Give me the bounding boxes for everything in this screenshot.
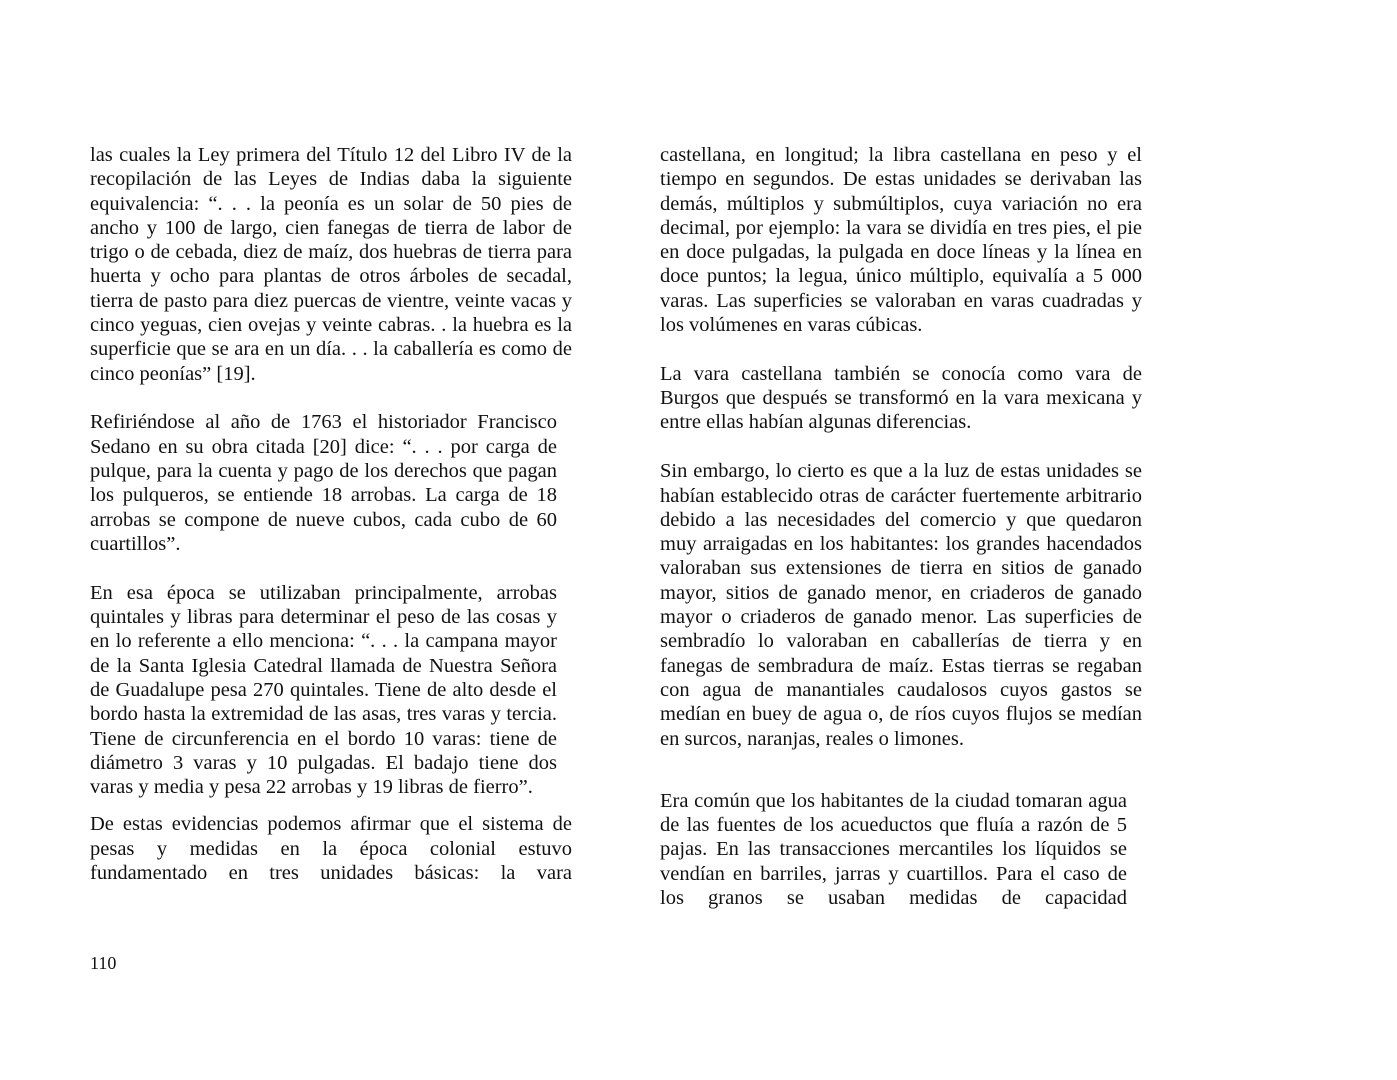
paragraph-campana-catedral: En esa época se utilizaban principalmente, arrobas quintales y libras para determinar el peso de las cosas y en lo referente a ello menciona: “. . . la campana mayor de la Santa Iglesia Catedral llamada de Nuestra Señora de Guadalupe pesa 270 quintales. Tiene de alto desde el bordo hasta la extremidad de las asas, tres varas y tercia. Tiene de circunferencia en el bordo 10 varas: tiene de diámetro 3 varas y 10 pulgadas. El badajo tiene dos varas y media y pesa 22 arrobas y 19 libras de fierro”. (90, 581, 557, 799)
page-number: 110 (90, 953, 117, 973)
right-column (660, 143, 1142, 910)
paragraph-vara-burgos: La vara castellana también se conocía como vara de Burgos que después se transformó en la vara mexicana y entre ellas habían algunas diferencias. (660, 362, 1142, 434)
paragraph-peonia-definition: las cuales la Ley primera del Título 12 del Libro IV de la recopilación de las Leyes de Indias daba la siguiente equivalencia: “. . . la peonía es un solar de 50 pies de ancho y 100 de largo, cien fanegas de tierra de labor de trigo o de cebada, diez de maíz, dos huebras de tierra para huerta y ocho para plantas de otros árboles de secadal, tierra de pasto para diez puercas de vientre, veinte vacas y cinco yeguas, cien ovejas y veinte cabras. . la huebra es la superficie que se ara en un día. . . la caballería es como de cinco peonías” [19]. (90, 144, 572, 385)
paragraph-sedano-pulque: Refiriéndose al año de 1763 el historiador Francisco Sedano en su obra citada [20] dice: “. . . por carga de pulque, para la cuenta y pago de los derechos que pagan los pulqueros, se entiende 18 arrobas. La carga de 18 arrobas se compone de nueve cubos, cada cubo de 60 cuartillos”. (90, 411, 557, 555)
paragraph-sistema-pesas: De estas evidencias podemos afirmar que el sistema de pesas y medidas en la época colonial estuvo fundamentado en tres unidades básicas: la vara (90, 813, 572, 885)
paragraph-unidades-arbitrarias: Sin embargo, lo cierto es que a la luz de estas unidades se habían establecido otras de carácter fuertemente arbitrario debido a las necesidades del comercio y que quedaron muy arraigadas en los habitantes: los grandes hacendados valoraban sus extensiones de tierra en sitios de ganado mayor, sitios de ganado menor, en criaderos de ganado mayor o criaderos de ganado menor. Las superficies de sembradío lo valoraban en caballerías de tierra y en fanegas de sembradura de maíz. Estas tierras se regaban con agua de manantiales caudalosos cuyos gastos se medían en buey de agua o, de ríos cuyos flujos se medían en surcos, naranjas, reales o limones. (660, 460, 1142, 750)
left-column (90, 143, 572, 885)
paragraph-vara-castellana-unidades: castellana, en longitud; la libra castellana en peso y el tiempo en segundos. De estas unidades se derivaban las demás, múltiplos y submúltiplos, cuya variación no era decimal, por ejemplo: la vara se dividía en tres pies, el pie en doce pulgadas, la pulgada en doce líneas y la línea en doce puntos; la legua, único múltiplo, equivalía a 5 000 varas. Las superficies se valoraban en varas cuadradas y los volúmenes en varas cúbicas. (660, 144, 1142, 337)
paragraph-fuentes-acueductos: Era común que los habitantes de la ciudad tomaran agua de las fuentes de los acueductos que fluía a razón de 5 pajas. En las transacciones mercantiles los líquidos se vendían en barriles, jarras y cuartillos. Para el caso de los granos se usaban medidas de capacidad (660, 789, 1127, 910)
